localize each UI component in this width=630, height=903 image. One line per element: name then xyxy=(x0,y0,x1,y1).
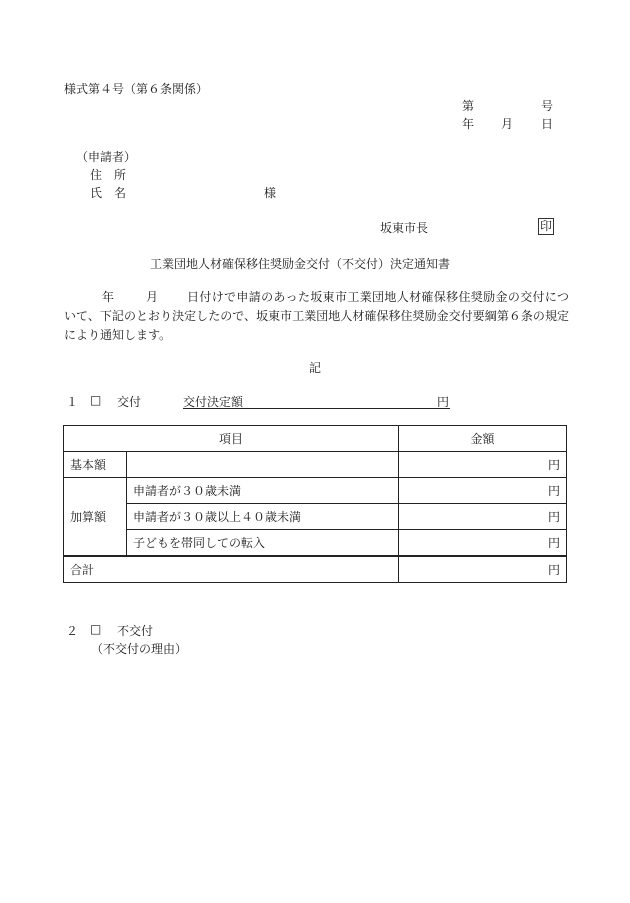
added-item-under-30: 申請者が３０歳未満 xyxy=(127,478,399,504)
applicant-honorific: 様 xyxy=(264,186,277,200)
total-yen: 円 xyxy=(399,556,567,583)
seal-mark: 印 xyxy=(540,219,553,233)
added-item-30-to-40-yen: 円 xyxy=(399,504,567,530)
base-amount-yen: 円 xyxy=(399,452,567,478)
base-amount-detail xyxy=(127,452,399,478)
total-label: 合計 xyxy=(64,556,399,583)
item2-label: 不交付 xyxy=(117,624,154,638)
table-row-total xyxy=(64,556,567,583)
grant-amount-yen: 円 xyxy=(437,395,450,409)
grant-amount-label: 交付決定額 xyxy=(183,395,244,409)
applicant-name-label: 氏 名 xyxy=(90,186,127,200)
document-number-suffix: 号 xyxy=(541,99,554,113)
document-number-prefix: 第 xyxy=(462,99,475,113)
issuer-mayor: 坂東市長 xyxy=(380,221,429,235)
table-row-added-3 xyxy=(64,530,567,557)
amount-table xyxy=(63,425,567,583)
item1-number: １ xyxy=(66,395,79,409)
table-row-added-2 xyxy=(64,504,567,530)
item2-number: ２ xyxy=(66,624,79,638)
table-row-base xyxy=(64,452,567,478)
added-item-with-children: 子どもを帯同しての転入 xyxy=(127,530,399,557)
applicant-address-label: 住 所 xyxy=(90,168,127,182)
table-header-item: 項目 xyxy=(64,426,399,452)
ki-heading: 記 xyxy=(309,361,322,375)
added-item-under-30-yen: 円 xyxy=(399,478,567,504)
item2-checkbox[interactable]: □ xyxy=(90,622,102,636)
date-day: 日 xyxy=(541,117,554,131)
form-number: 様式第４号（第６条関係） xyxy=(64,82,209,96)
document-title: 工業団地人材確保移住奨励金交付（不交付）決定通知書 xyxy=(150,257,451,271)
body-month: 月 xyxy=(146,290,159,304)
base-amount-label: 基本額 xyxy=(64,452,127,478)
item1-checkbox[interactable]: □ xyxy=(90,393,102,407)
date-year: 年 xyxy=(462,117,475,131)
date-month: 月 xyxy=(501,117,514,131)
table-header-row xyxy=(64,426,567,452)
item1-label: 交付 xyxy=(117,395,142,409)
table-header-amount: 金額 xyxy=(399,426,567,452)
applicant-heading: （申請者） xyxy=(76,150,137,164)
added-item-30-to-40: 申請者が３０歳以上４０歳未満 xyxy=(127,504,399,530)
table-row-added-1 xyxy=(64,478,567,504)
added-item-with-children-yen: 円 xyxy=(399,530,567,557)
added-amount-label: 加算額 xyxy=(64,478,127,557)
body-text: 日付けで申請のあった坂東市工業団地人材確保移住奨励金の交付について、下記のとおり決定したので、坂東市工業団地人材確保移住奨励金交付要綱第６条の規定により通知します。 xyxy=(64,290,569,342)
item2-reason-label: （不交付の理由） xyxy=(91,642,188,656)
body-year: 年 xyxy=(102,290,115,304)
